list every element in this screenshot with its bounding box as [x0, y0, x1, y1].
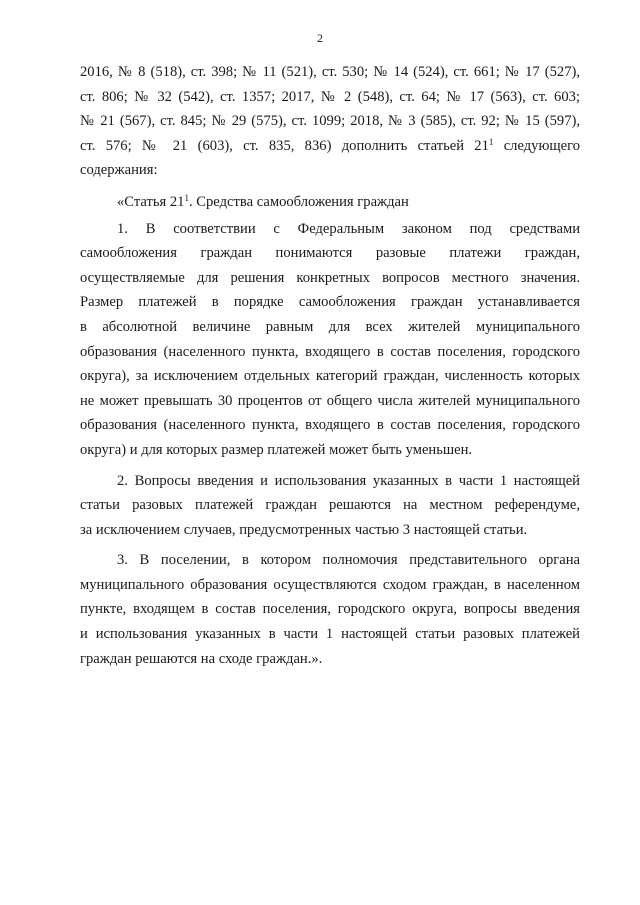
- text-line: образования (населенного пункта, входящего в состав поселения, городского: [80, 343, 580, 360]
- text-line: 2. Вопросы введения и использования указанных в части 1 настоящей: [117, 472, 580, 489]
- article-heading-title: . Средства самообложения граждан: [188, 193, 409, 210]
- text-line: за исключением случаев, предусмотренных частью 3 настоящей статьи.: [80, 521, 528, 538]
- text-line: округа) и для которых размер платежей может быть уменьшен.: [80, 441, 473, 458]
- text-line: пункте, входящем в состав поселения, городского округа, вопросы введения: [80, 601, 580, 618]
- text-line: 2016, № 8 (518), ст. 398; № 11 (521), ст. 530; № 14 (524), ст. 661; № 17 (527),: [80, 64, 580, 80]
- text-fragment: ст. 576; № 21 (603), ст. 835, 836) дополнить статьей 21: [80, 137, 489, 154]
- text-line: 3. В поселении, в котором полномочия представительного органа: [117, 552, 580, 569]
- text-line: муниципального образования осуществляются сходом граждан, в населенном: [80, 576, 580, 593]
- text-line: статьи разовых платежей граждан решаются на местном референдуме,: [80, 497, 580, 514]
- text-fragment: следующего: [493, 137, 580, 154]
- text-line: не может превышать 30 процентов от общего числа жителей муниципального: [80, 392, 580, 409]
- text-line: самообложения граждан понимаются разовые платежи граждан,: [80, 245, 580, 262]
- text-line: ст. 806; № 32 (542), ст. 1357; 2017, № 2 (548), ст. 64; № 17 (563), ст. 603;: [80, 88, 580, 105]
- document-body: [80, 60, 580, 671]
- paragraph-3: [80, 548, 580, 671]
- text-line: образования (населенного пункта, входящего в состав поселения, городского: [80, 417, 580, 434]
- text-line: осуществляемые для решения конкретных вопросов местного значения.: [80, 269, 580, 286]
- text-line: содержания:: [80, 162, 158, 179]
- paragraph-2: [80, 469, 580, 543]
- text-line: округа), за исключением отдельных категорий граждан, численность которых: [80, 368, 580, 385]
- article-heading-prefix: «Статья 21: [117, 193, 185, 210]
- text-line-with-superscript: [80, 134, 580, 159]
- text-line: в абсолютной величине равным для всех жителей муниципального: [80, 318, 580, 335]
- page-number: 2: [317, 31, 323, 45]
- text-line: 1. В соответствии с Федеральным законом под средствами: [117, 220, 580, 237]
- intro-paragraph: [80, 60, 580, 183]
- paragraph-1: [80, 217, 580, 463]
- text-line: граждан решаются на сходе граждан.».: [80, 650, 323, 667]
- text-line: и использования указанных в части 1 настоящей статьи разовых платежей: [80, 626, 580, 643]
- superscript: 1: [488, 136, 494, 147]
- text-line: Размер платежей в порядке самообложения граждан устанавливается: [80, 294, 580, 311]
- article-heading: [80, 190, 580, 215]
- superscript: 1: [184, 192, 189, 203]
- text-line: № 21 (567), ст. 845; № 29 (575), ст. 1099; 2018, № 3 (585), ст. 92; № 15 (597),: [80, 113, 580, 130]
